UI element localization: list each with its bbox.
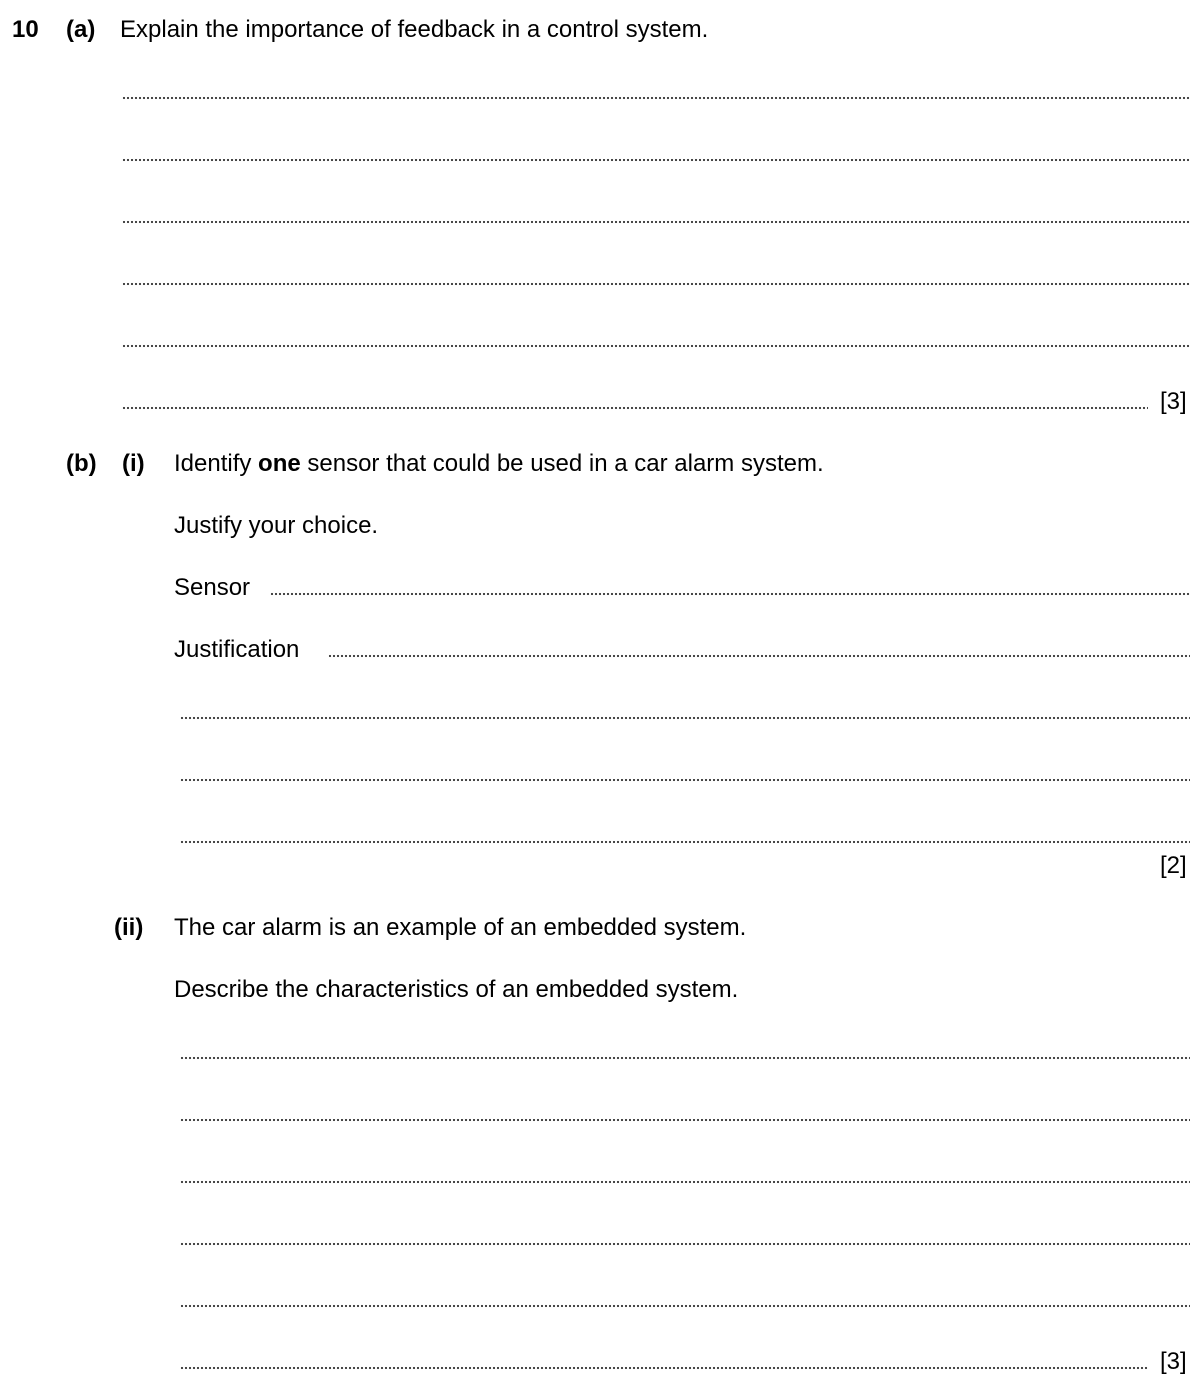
part-b-i-label: (i) — [122, 450, 145, 477]
justification-label: Justification — [174, 636, 300, 663]
part-b-ii-instruction: Describe the characteristics of an embedded system. — [174, 976, 739, 1003]
part-a-label: (a) — [66, 16, 96, 43]
answer-line-b-ii-4[interactable] — [180, 1242, 1190, 1246]
answer-line-b-ii-1[interactable] — [180, 1056, 1190, 1060]
answer-line-a-4[interactable] — [122, 282, 1190, 286]
marks-b-ii: [3] — [1160, 1348, 1187, 1375]
part-b-label: (b) — [66, 450, 97, 477]
answer-line-a-1[interactable] — [122, 96, 1190, 100]
answer-line-a-6[interactable] — [122, 406, 1148, 410]
answer-line-a-3[interactable] — [122, 220, 1190, 224]
marks-a: [3] — [1160, 388, 1187, 415]
part-b-i-justify: Justify your choice. — [174, 512, 379, 539]
part-b-i-question: Identify one sensor that could be used in a car alarm system. — [174, 450, 824, 477]
answer-line-b-ii-6[interactable] — [180, 1366, 1148, 1370]
question-number: 10 — [12, 16, 39, 43]
answer-line-a-2[interactable] — [122, 158, 1190, 162]
part-b-ii-label: (ii) — [114, 914, 144, 941]
marks-b-i: [2] — [1160, 852, 1187, 879]
part-b-ii-statement: The car alarm is an example of an embedded system. — [174, 914, 747, 941]
answer-line-b-ii-2[interactable] — [180, 1118, 1190, 1122]
answer-line-a-5[interactable] — [122, 344, 1190, 348]
justification-answer-line-4[interactable] — [180, 840, 1190, 844]
part-a-question: Explain the importance of feedback in a control system. — [120, 16, 709, 43]
answer-line-b-ii-5[interactable] — [180, 1304, 1190, 1308]
justification-answer-line-1[interactable] — [328, 654, 1190, 658]
sensor-label: Sensor — [174, 574, 251, 601]
justification-answer-line-2[interactable] — [180, 716, 1190, 720]
answer-line-b-ii-3[interactable] — [180, 1180, 1190, 1184]
sensor-answer-line[interactable] — [270, 592, 1190, 596]
justification-answer-line-3[interactable] — [180, 778, 1190, 782]
